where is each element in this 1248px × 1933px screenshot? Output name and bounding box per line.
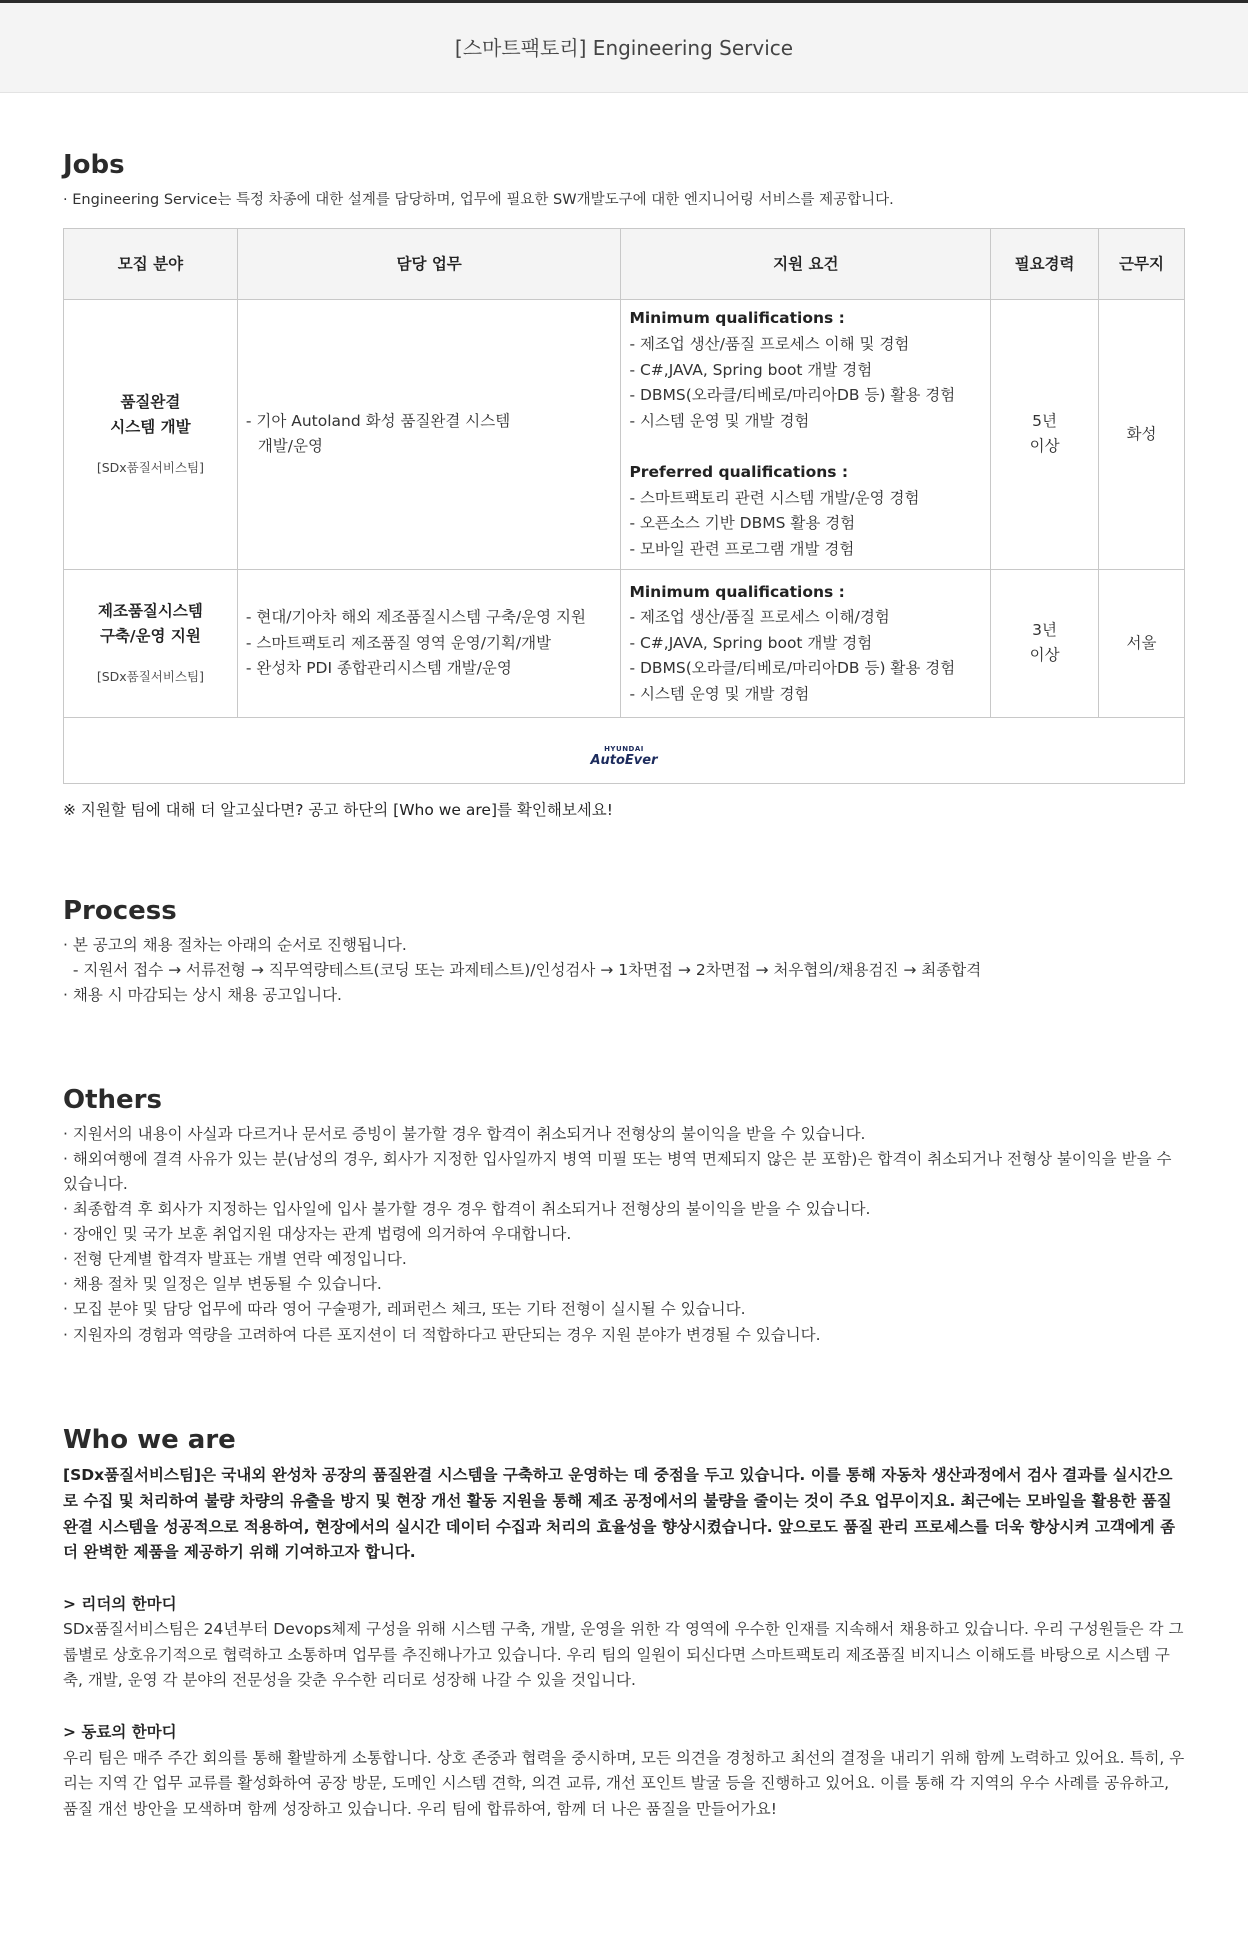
col-duties: 담당 업무 [237, 228, 621, 299]
process-line: · 채용 시 마감되는 상시 채용 공고입니다. [63, 985, 342, 1004]
logo-row [64, 717, 1185, 783]
team-name: [SDx품질서비스팀] [96, 459, 204, 475]
bottom-spacer [63, 1822, 1185, 1912]
jobs-table-header [64, 228, 1185, 299]
career-cell [991, 299, 1099, 569]
process-line: - 지원서 접수 → 서류전형 → 직무역량테스트(코딩 또는 과제테스트)/인성검사 → 1차면접 → 2차면접 → 처우협의/채용검진 → 최종합격 [63, 960, 982, 979]
others-line: · 모집 분야 및 담당 업무에 따라 영어 구술평가, 레퍼런스 체크, 또는 기타 전형이 실시될 수 있습니다. [63, 1300, 746, 1319]
career-cell [991, 569, 1099, 717]
others-line: · 지원자의 경험과 역량을 고려하여 다른 포지션이 더 적합하다고 판단되는 경우 지원 분야가 변경될 수 있습니다. [63, 1325, 821, 1344]
logo-cell [64, 717, 1185, 783]
min-qual-heading: Minimum qualifications : [629, 582, 845, 601]
logo-line: AutoEver [590, 752, 658, 768]
duty-line: - 기아 Autoland 화성 품질완결 시스템 [245, 411, 511, 430]
qual-line: - 스마트팩토리 관련 시스템 개발/운영 경험 [629, 488, 920, 507]
qual-line: - 시스템 운영 및 개발 경험 [629, 411, 810, 430]
leader-heading: > 리더의 한마디 [63, 1594, 177, 1613]
field-title [72, 599, 229, 649]
table-row [64, 299, 1185, 569]
others-line: · 최종합격 후 회사가 지정하는 입사일에 입사 불가할 경우 경우 합격이 취소되거나 전형상의 불이익을 받을 수 있습니다. [63, 1200, 871, 1219]
others-lines [63, 1122, 1185, 1348]
career-line: 이상 [1029, 646, 1060, 665]
qual-line: - 오픈소스 기반 DBMS 활용 경험 [629, 514, 856, 533]
qual-line: - 모바일 관련 프로그램 개발 경험 [629, 539, 855, 558]
requirements-cell [621, 299, 991, 569]
process-line: · 본 공고의 채용 절차는 아래의 순서로 진행됩니다. [63, 935, 407, 954]
jobs-title: Jobs [63, 150, 125, 180]
leader-text: SDx품질서비스팀은 24년부터 Devops체제 구성을 위해 시스템 구축, 개발, 운영을 위한 각 영역에 우수한 인재를 지속해서 채용하고 있습니다. 우리 구성원들은 각 그룹별로 상호유기적으로 협력하고 소통하며 업무를 추진해나가고 있습니다. 우리 팀의 일원이 되신다면 스마트팩토리 제조품질 비지니스 이해도를 바탕으로 시스템 구축, 개발, 운영 각 분야의 전문성을 갖춘 우수한 리더로 성장해 나갈 수 있을 것입니다. [63, 1620, 1184, 1690]
field-title-line: 품질완결 [120, 393, 181, 412]
page-header [0, 3, 1248, 93]
col-location: 근무지 [1099, 228, 1185, 299]
pref-qual-heading: Preferred qualifications : [629, 463, 849, 482]
duty-line: - 현대/기아차 해외 제조품질시스템 구축/운영 지원 [245, 608, 586, 627]
career-line: 이상 [1029, 437, 1060, 456]
team-name: [SDx품질서비스팀] [96, 668, 204, 684]
field-cell [64, 299, 238, 569]
peer-text: 우리 팀은 매주 주간 회의를 통해 활발하게 소통합니다. 상호 존중과 협력을 중시하며, 모든 의견을 경청하고 최선의 결정을 내리기 위해 함께 노력하고 있어요. 특히, 우리는 지역 간 업무 교류를 활성화하여 공장 방문, 도메인 시스템 견학, 의견 교류, 개선 포인트 발굴 등을 진행하고 있어요. 이를 통해 각 지역의 우수 사례를 공유하고, 품질 개선 방안을 모색하며 함께 성장하고 있습니다. 우리 팀에 합류하여, 함께 더 나은 품질을 만들어가요! [63, 1748, 1185, 1818]
jobs-table [63, 228, 1185, 784]
peer-heading: > 동료의 한마디 [63, 1722, 177, 1741]
spacer [629, 434, 982, 460]
duties-cell [237, 299, 621, 569]
others-line: · 장애인 및 국가 보훈 취업지원 대상자는 관계 법령에 의거하여 우대합니다. [63, 1225, 572, 1244]
qual-line: - 제조업 생산/품질 프로세스 이해 및 경험 [629, 335, 910, 354]
field-title-line: 시스템 개발 [110, 418, 191, 437]
others-line: · 전형 단계별 합격자 발표는 개별 연락 예정입니다. [63, 1250, 407, 1269]
career-line: 3년 [1032, 620, 1057, 639]
qual-line: - C#,JAVA, Spring boot 개발 경험 [629, 360, 873, 379]
hyundai-autoever-logo [590, 746, 657, 767]
col-career: 필요경력 [991, 228, 1099, 299]
who-title: Who we are [63, 1424, 236, 1455]
field-title [72, 390, 229, 440]
qual-line: - DBMS(오라클/티베로/마리아DB 등) 활용 경험 [629, 386, 956, 405]
main-content [63, 93, 1185, 1912]
duties-cell [237, 569, 621, 717]
others-line: · 지원서의 내용이 사실과 다르거나 문서로 증빙이 불가할 경우 합격이 취소되거나 전형상의 불이익을 받을 수 있습니다. [63, 1124, 866, 1143]
qual-line: - 시스템 운영 및 개발 경험 [629, 684, 810, 703]
field-title-line: 제조품질시스템 [98, 602, 203, 621]
duty-line: - 스마트팩토리 제조품질 영역 운영/기획/개발 [245, 633, 552, 652]
process-title: Process [63, 895, 177, 926]
requirements-cell [621, 569, 991, 717]
page-title: [스마트팩토리] Engineering Service [454, 35, 794, 60]
logo-line: HYUNDAI [604, 744, 644, 753]
qual-line: - DBMS(오라클/티베로/마리아DB 등) 활용 경험 [629, 659, 956, 678]
jobs-lead: · Engineering Service는 특정 차종에 대한 설계를 담당하며, 업무에 필요한 SW개발도구에 대한 엔지니어링 서비스를 제공합니다. [63, 191, 894, 208]
others-title: Others [63, 1084, 162, 1115]
location-cell: 화성 [1099, 299, 1185, 569]
qual-line: - 제조업 생산/품질 프로세스 이해/경험 [629, 608, 890, 627]
min-qual-heading: Minimum qualifications : [629, 309, 845, 328]
others-line: · 해외여행에 결격 사유가 있는 분(남성의 경우, 회사가 지정한 입사일까지 병역 미필 또는 병역 면제되지 않은 분 포함)은 합격이 취소되거나 전형상 불이익을 받을 수 있습니다. [63, 1149, 1172, 1193]
col-requirements: 지원 요건 [621, 228, 991, 299]
duty-line: 개발/운영 [257, 437, 323, 456]
team-note: ※ 지원할 팀에 대해 더 알고싶다면? 공고 하단의 [Who we are]를 확인해보세요! [63, 800, 613, 819]
others-line: · 채용 절차 및 일정은 일부 변동될 수 있습니다. [63, 1275, 382, 1294]
who-intro: [SDx품질서비스팀]은 국내외 완성차 공장의 품질완결 시스템을 구축하고 운영하는 데 중점을 두고 있습니다. 이를 통해 자동차 생산과정에서 검사 결과를 실시간으로 수집 및 처리하여 불량 차량의 유출을 방지 및 현장 개선 활동 지원을 통해 제조 공정에서의 불량을 줄이는 것이 주요 업무이지요. 최근에는 모바일을 활용한 품질완결 시스템을 성공적으로 적용하여, 현장에서의 실시간 데이터 수집과 처리의 효율성을 향상시켰습니다. 앞으로도 품질 관리 프로세스를 더욱 향상시켜 고객에게 좀 더 완벽한 제품을 제공하기 위해 기여하고자 합니다. [63, 1466, 1176, 1562]
col-field: 모집 분야 [64, 228, 238, 299]
field-cell [64, 569, 238, 717]
career-line: 5년 [1032, 411, 1057, 430]
qual-line: - C#,JAVA, Spring boot 개발 경험 [629, 633, 873, 652]
table-row [64, 569, 1185, 717]
location-cell: 서울 [1099, 569, 1185, 717]
process-lines [63, 933, 1185, 1008]
duty-line: - 완성차 PDI 종합관리시스템 개발/운영 [245, 659, 512, 678]
field-title-line: 구축/운영 지원 [99, 627, 201, 646]
